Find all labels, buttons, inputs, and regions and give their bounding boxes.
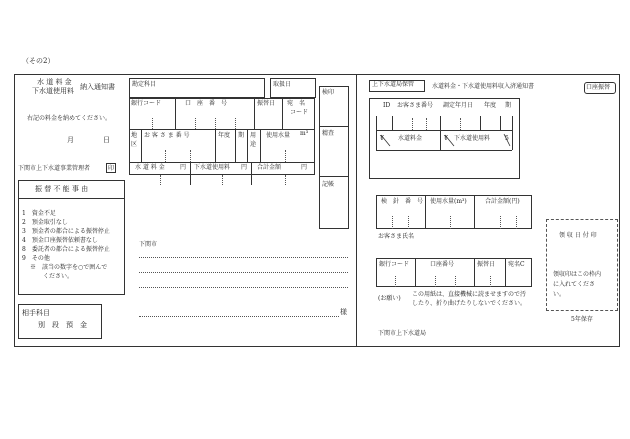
bank-col-line xyxy=(415,258,416,287)
id-col-line xyxy=(376,116,377,130)
bank-code-label: 銀行コード xyxy=(379,261,410,268)
account-label: 相手科目 xyxy=(22,309,50,317)
unit-m3-label: m³ xyxy=(300,130,309,137)
usage-label: 使用水量(m³) xyxy=(430,198,467,205)
receipt-title: 水道料金・下水道使用料収入済通知書 xyxy=(432,83,535,90)
customer-name-label: お客さま氏名 xyxy=(378,233,415,240)
digit-guide xyxy=(190,150,191,162)
record-stamp: 記帳 xyxy=(322,181,335,188)
digit-guide xyxy=(165,150,166,162)
digit-guide xyxy=(215,118,216,129)
name-code-label-2: コード xyxy=(290,109,309,116)
digit-guide xyxy=(450,216,451,229)
slash-mark-icon: 5 xyxy=(505,135,509,142)
id-col-line xyxy=(392,116,393,130)
digit-guide xyxy=(455,276,456,287)
address-line xyxy=(139,287,348,288)
sewer-fee-label: 下水道使用料 xyxy=(454,135,491,142)
name-line xyxy=(139,316,339,317)
yen-label: 円 xyxy=(180,164,187,171)
table-col-line xyxy=(251,162,252,175)
reasons-note-2: ください。 xyxy=(43,273,74,280)
name-code-label: 宛 名 xyxy=(287,100,306,107)
fee-row-line xyxy=(376,150,512,151)
amount-col-line xyxy=(251,175,252,185)
notice-title: 納入通知書 xyxy=(80,83,115,91)
yen-sign-icon: ¥ xyxy=(444,135,448,142)
table-col-line xyxy=(190,162,191,175)
table-row-line xyxy=(129,129,315,130)
digit-guide xyxy=(435,276,436,287)
digit-guide xyxy=(160,175,161,185)
fiscal-year-label: 年度 xyxy=(218,132,231,139)
table-col-line xyxy=(247,129,248,162)
receipt-stamp-note-2: に入れてくださ xyxy=(553,281,596,288)
manager-label: 下関市上下水道事業管理者 xyxy=(18,165,91,172)
keep-label: 上下水道局保管 xyxy=(372,81,415,88)
manager-seal: 印 xyxy=(107,165,114,172)
handling-date-label: 取扱日 xyxy=(273,81,292,88)
reasons-header-line xyxy=(18,198,125,199)
stamp-column xyxy=(319,86,349,229)
section-divider xyxy=(356,74,357,347)
transfer-date-label: 振替日 xyxy=(477,261,496,268)
account-no-label: 口 座 番 号 xyxy=(185,100,228,107)
use-label-2: 途 xyxy=(250,141,257,148)
district-label-2: 区 xyxy=(131,141,138,148)
receipt-stamp-title: 領 収 日 付 印 xyxy=(559,232,597,239)
total-label: 合計金額 xyxy=(257,164,282,171)
reasons-title: 振 替 不 能 事 由 xyxy=(35,185,89,193)
reason-item: 3 預金者の都合による振替停止 xyxy=(22,228,110,235)
account-value: 別 段 預 金 xyxy=(38,321,87,329)
use-label: 用 xyxy=(250,132,257,139)
total-yen-label: 合計金額(円) xyxy=(485,198,520,205)
digit-guide xyxy=(408,216,409,229)
date-day: 日 xyxy=(103,136,110,144)
customer-no-label: お 客 さ ま 番 号 xyxy=(144,132,190,139)
digit-guide xyxy=(460,118,461,130)
id-col-line xyxy=(512,116,513,130)
table-col-line xyxy=(175,98,176,129)
city-label: 下関市 xyxy=(139,241,158,248)
digit-guide xyxy=(426,118,427,130)
table-col-line xyxy=(215,129,216,162)
digit-guide xyxy=(152,118,153,129)
table-row-line xyxy=(129,162,315,163)
reason-item: 1 資金不足 xyxy=(22,210,56,217)
id-col-line xyxy=(500,116,501,130)
fiscal-year-label: 年度 xyxy=(484,102,497,109)
period-label: 期 xyxy=(505,102,512,109)
digit-guide xyxy=(285,175,286,185)
water-fee-label: 水道料金 xyxy=(398,135,423,142)
meter-col-line xyxy=(425,195,426,229)
table-col-line xyxy=(282,98,283,129)
yen-label: 円 xyxy=(241,164,248,171)
amount-col-line xyxy=(190,175,191,185)
bank-col-line xyxy=(474,258,475,287)
sewer-fee-label: 下水道使用料 xyxy=(194,164,231,171)
digit-guide xyxy=(516,216,517,229)
digit-guide xyxy=(195,118,196,129)
meter-no-label: 検 針 番 号 xyxy=(381,198,424,205)
billing-month-label: 調定年月日 xyxy=(443,102,474,109)
period-label: 期 xyxy=(238,132,245,139)
meter-col-line xyxy=(474,195,475,229)
table-col-line xyxy=(260,129,261,162)
address-line xyxy=(139,257,348,258)
name-c-label: 宛名C xyxy=(508,261,525,268)
account-no-label: 口座番号 xyxy=(430,261,455,268)
receipt-stamp-note-1: 領収印はこの枠内 xyxy=(553,271,602,278)
digit-guide xyxy=(392,216,393,229)
title-water-fee: 水 道 料 金 xyxy=(37,78,72,86)
reason-item: 2 預金取引なし xyxy=(22,219,68,226)
inspection-stamp: 検印 xyxy=(322,89,335,96)
district-label: 地 xyxy=(131,132,138,139)
id-col-line xyxy=(440,116,441,130)
transfer-badge: 口座振替 xyxy=(586,84,611,91)
digit-guide xyxy=(395,276,396,287)
page-label: （その2） xyxy=(22,57,55,65)
reason-item: 4 預金口座振替依頼書なし xyxy=(22,237,98,244)
transfer-date-label: 振替日 xyxy=(257,100,276,107)
usage-volume-label: 使用水量 xyxy=(266,132,291,139)
appropriation-label: 勘定科目 xyxy=(132,81,157,88)
paid-note: 右記の料金を納めてください。 xyxy=(27,115,112,122)
table-col-line xyxy=(235,129,236,162)
retention-label: 5年保存 xyxy=(571,316,593,323)
stamp-divider xyxy=(319,176,349,177)
reasons-note: ※ 該当の数字を○で囲んで xyxy=(30,264,108,271)
receipt-stamp-note-3: い。 xyxy=(553,291,566,298)
bank-col-line xyxy=(505,258,506,287)
water-fee-label: 水 道 料 金 xyxy=(135,164,165,171)
title-sewer-fee: 下水道使用料 xyxy=(32,87,74,95)
id-label: ID xyxy=(383,102,391,109)
yen-sign-icon: ¥ xyxy=(380,135,384,142)
review-stamp: 精査 xyxy=(322,130,335,137)
table-col-line xyxy=(254,98,255,129)
reason-item: 9 その他 xyxy=(22,255,50,262)
digit-guide xyxy=(412,118,413,130)
digit-guide xyxy=(235,118,236,129)
customer-no-label: お客さま番号 xyxy=(397,102,434,109)
table-col-line xyxy=(141,129,142,162)
id-col-line xyxy=(480,116,481,130)
address-line xyxy=(139,272,348,273)
digit-guide xyxy=(285,150,286,162)
request-label: (お願い) xyxy=(378,295,401,302)
request-text-2: したり、折り曲げたりしないでください。 xyxy=(412,300,527,307)
digit-guide xyxy=(500,216,501,229)
reason-item: 8 委託者の都合による振替停止 xyxy=(22,246,110,253)
fee-col-line xyxy=(512,130,513,150)
bureau-label: 下関市上下水道局 xyxy=(378,330,427,337)
date-month: 月 xyxy=(67,136,74,144)
bank-code-label: 銀行コード xyxy=(131,100,162,107)
sama-label: 様 xyxy=(340,308,347,316)
request-text-1: この用紙は、直接機械に読ませますので汚 xyxy=(412,291,527,298)
digit-guide xyxy=(222,175,223,185)
yen-label: 円 xyxy=(301,164,308,171)
digit-guide xyxy=(490,276,491,287)
stamp-divider xyxy=(319,126,349,127)
